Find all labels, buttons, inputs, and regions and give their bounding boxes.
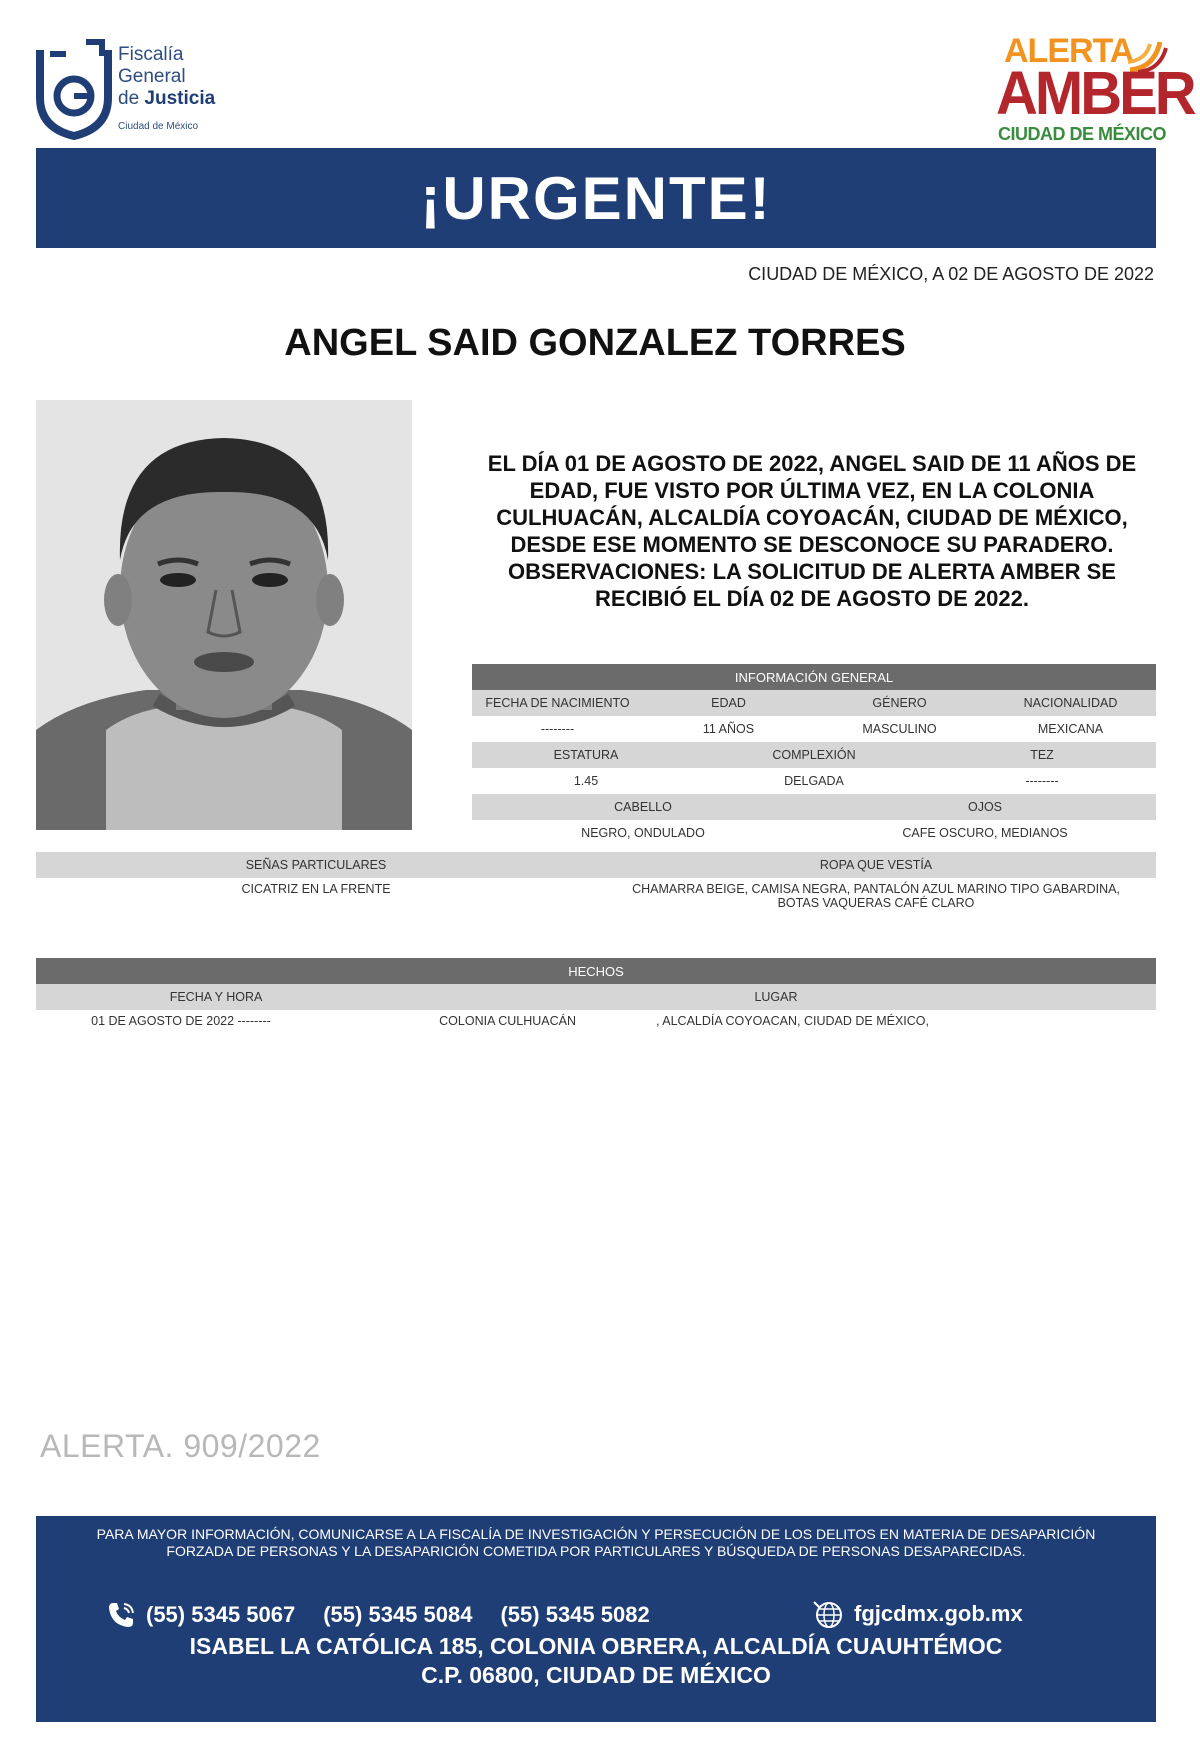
amber-logo-line1: ALERTA — [1004, 32, 1134, 70]
info-row2-labels — [472, 742, 1156, 768]
label-cabello: CABELLO — [614, 800, 672, 814]
phone-number-2[interactable]: (55) 5345 5084 — [323, 1602, 473, 1627]
fgj-logo-line3-bold: Justicia — [144, 88, 216, 109]
hechos-values — [36, 1010, 1156, 1032]
value-lugar-colonia: COLONIA CULHUACÁN — [439, 1014, 576, 1028]
senas-table — [36, 852, 1156, 910]
fgj-logo-line4: Ciudad de México — [118, 121, 199, 132]
fgj-logo-line2: General — [118, 66, 186, 87]
label-lugar: LUGAR — [754, 990, 798, 1004]
senas-values — [36, 878, 1156, 910]
value-lugar-alcaldia: , ALCALDÍA COYOACAN, CIUDAD DE MÉXICO, — [656, 1014, 929, 1028]
address-line2: C.P. 06800, CIUDAD DE MÉXICO — [421, 1662, 771, 1688]
disappearance-narrative: EL DÍA 01 DE AGOSTO DE 2022, ANGEL SAID DE 11 AÑOS DE EDAD, FUE VISTO POR ÚLTIMA VEZ, EN LA COLONIA CULHUACÁN, ALCALDÍA COYOACÁN, CIUDAD DE MÉXICO, DESDE ESE MOMENTO SE DESCONOCE SU PARADERO. OBSERVACIONES: LA SOLICITUD DE ALERTA AMBER SE RECIBIÓ EL DÍA 02 DE AGOSTO DE 2022. — [487, 451, 1137, 611]
info-row1-values — [472, 716, 1156, 742]
phone-number-1[interactable]: (55) 5345 5067 — [146, 1602, 296, 1627]
value-ropa-line2: BOTAS VAQUERAS CAFÉ CLARO — [777, 896, 975, 910]
info-row3-values — [472, 820, 1156, 846]
value-estatura: 1.45 — [573, 774, 599, 788]
globe-icon — [812, 1598, 844, 1630]
info-general-table — [472, 664, 1156, 846]
label-genero: GÉNERO — [872, 696, 927, 710]
value-genero: MASCULINO — [862, 722, 937, 736]
value-ropa-line1: CHAMARRA BEIGE, CAMISA NEGRA, PANTALÓN AZUL MARINO TIPO GABARDINA, — [632, 882, 1120, 896]
amber-logo-line3: CIUDAD DE MÉXICO — [998, 124, 1167, 144]
fgj-logo-icon — [36, 36, 114, 140]
label-fecha-nacimiento: FECHA DE NACIMIENTO — [485, 696, 630, 710]
urgent-title: ¡URGENTE! — [420, 164, 772, 232]
footer-info-line2: FORZADA DE PERSONAS Y LA DESAPARICIÓN COMETIDA POR PARTICULARES Y BÚSQUEDA DE PERSONAS DESAPARECIDAS. — [166, 1543, 1026, 1559]
value-fecha-hora: 01 DE AGOSTO DE 2022 -------- — [91, 1014, 271, 1028]
phone-icon — [106, 1600, 136, 1630]
info-row2-values — [472, 768, 1156, 794]
label-ropa: ROPA QUE VESTÍA — [819, 858, 933, 872]
amber-logo-line2: AMBER — [996, 59, 1194, 128]
contact-footer — [36, 1516, 1156, 1722]
website-link[interactable]: fgjcdmx.gob.mx — [854, 1601, 1023, 1626]
fgj-logo-line1: Fiscalía — [118, 44, 184, 65]
label-fecha-hora: FECHA Y HORA — [169, 990, 263, 1004]
missing-person-name: ANGEL SAID GONZALEZ TORRES — [284, 322, 906, 364]
info-general-title: INFORMACIÓN GENERAL — [472, 664, 1156, 690]
value-nacionalidad: MEXICANA — [1037, 722, 1104, 736]
hechos-table — [36, 958, 1156, 1032]
value-fecha-nacimiento: -------- — [540, 722, 575, 736]
missing-person-photo — [36, 400, 412, 830]
website-link-group — [812, 1598, 1023, 1630]
label-senas-particulares: SEÑAS PARTICULARES — [245, 858, 387, 872]
fgj-logo-line3-pre: de — [118, 88, 145, 109]
value-cabello: NEGRO, ONDULADO — [581, 826, 705, 840]
senas-labels — [36, 852, 1156, 878]
info-row3-labels — [472, 794, 1156, 820]
footer-address — [36, 1632, 1156, 1690]
alerta-number: ALERTA. 909/2022 — [40, 1428, 321, 1464]
label-tez: TEZ — [1030, 748, 1054, 762]
hechos-labels — [36, 984, 1156, 1010]
footer-info — [36, 1526, 1156, 1560]
value-ojos: CAFE OSCURO, MEDIANOS — [902, 826, 1068, 840]
portrait-image — [36, 400, 412, 830]
phone-list — [106, 1600, 678, 1630]
value-senas: CICATRIZ EN LA FRENTE — [241, 882, 391, 896]
alerta-amber-logo-icon — [996, 28, 1194, 148]
fgj-logo — [36, 36, 236, 146]
label-estatura: ESTATURA — [553, 748, 619, 762]
address-line1: ISABEL LA CATÓLICA 185, COLONIA OBRERA, ALCALDÍA CUAUHTÉMOC — [189, 1633, 1003, 1659]
phone-number-3[interactable]: (55) 5345 5082 — [500, 1602, 650, 1627]
value-ropa — [596, 882, 1156, 910]
info-row1-labels — [472, 690, 1156, 716]
value-edad: 11 AÑOS — [702, 722, 755, 736]
footer-info-line1: PARA MAYOR INFORMACIÓN, COMUNICARSE A LA FISCALÍA DE INVESTIGACIÓN Y PERSECUCIÓN DE LOS DELITOS EN MATERIA DE DESAPARICIÓN — [96, 1526, 1096, 1542]
label-edad: EDAD — [711, 696, 746, 710]
urgent-banner — [36, 148, 1156, 248]
label-nacionalidad: NACIONALIDAD — [1023, 696, 1118, 710]
hechos-title: HECHOS — [36, 958, 1156, 984]
document-date: CIUDAD DE MÉXICO, A 02 DE AGOSTO DE 2022 — [748, 264, 1154, 284]
label-ojos: OJOS — [967, 800, 1003, 814]
label-complexion: COMPLEXIÓN — [772, 748, 856, 762]
value-tez: -------- — [1025, 774, 1059, 788]
value-complexion: DELGADA — [784, 774, 844, 788]
